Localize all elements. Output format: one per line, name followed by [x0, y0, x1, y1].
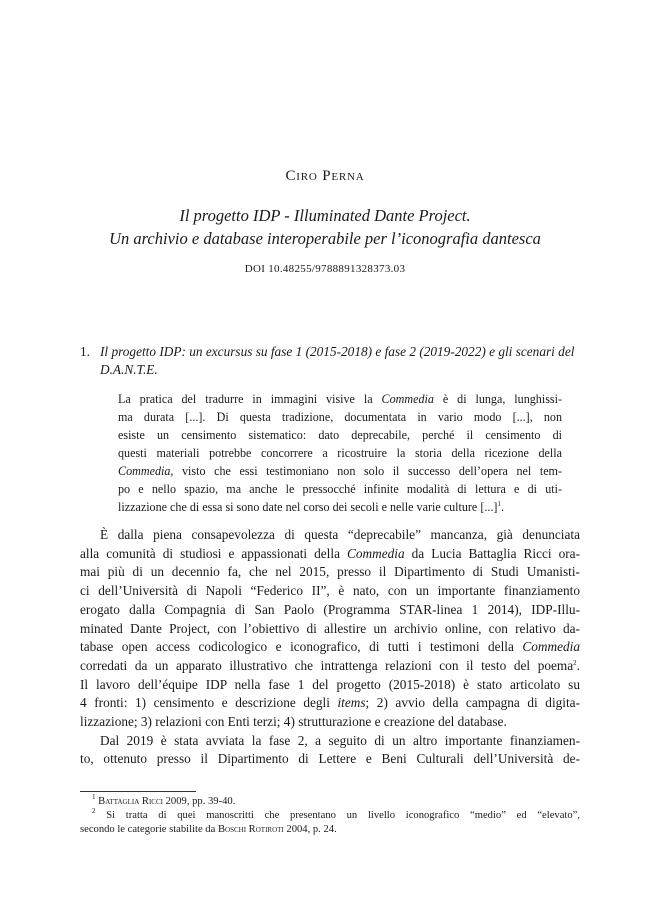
- quote-line: [118, 498, 562, 516]
- quote-text: lizzazione che di essa si sono date nel corso dei secoli e nelle varie culture [...]: [118, 500, 498, 514]
- footnote-text: 2009, pp. 39-40.: [162, 796, 236, 807]
- paragraph-line: lizzazione; 3) relazioni con Enti terzi; 4) strutturazione e creazione del database.: [80, 714, 507, 730]
- block-quote: [118, 390, 562, 516]
- quote-line: [118, 462, 562, 480]
- section-number: 1.: [80, 344, 90, 359]
- text-run: corredati da un apparato illustrativo che intrattenga relazioni con il testo del poema: [80, 657, 574, 673]
- paragraph-line: [80, 545, 580, 564]
- paragraph-line: È dalla piena consapevolezza di questa “deprecabile” mancanza, già denunciata: [100, 527, 580, 542]
- paragraph-line: erogato dalla Compagnia di San Paolo (Programma STAR-linea 1 2014), IDP-Illu-: [80, 601, 580, 617]
- footnote-text: 2004, p. 24.: [283, 824, 337, 835]
- quote-line: ma durata [...]. Di questa tradizione, documentata in vario modo [...], non: [118, 410, 562, 424]
- quote-line: [118, 390, 562, 408]
- quote-line: po e nello spazio, ma anche le pressocché infinite modalità di lettura e di uti-: [118, 482, 562, 496]
- quote-text: è di lunga, lunghissi-: [433, 392, 563, 406]
- chapter-title: [60, 204, 590, 250]
- footnote-2: [80, 809, 580, 837]
- text-run: da Lucia Battaglia Ricci ora-: [404, 545, 580, 561]
- doi: DOI 10.48255/9788891328373.03: [244, 263, 406, 275]
- footnote-mark: 2: [92, 807, 96, 815]
- italic-run: Commedia: [347, 545, 405, 561]
- footnote-separator: [80, 791, 196, 792]
- footnote-author: Boschi Rotiroti: [217, 824, 284, 835]
- footnote-ref[interactable]: 1: [497, 500, 501, 508]
- text-run: .: [576, 657, 580, 673]
- paragraph-line: Dal 2019 è stata avviata la fase 2, a seguito di un altro importante finanziamen-: [100, 732, 580, 748]
- text-run: 4 fronti: 1) censimento e descrizione degli: [80, 695, 338, 711]
- footnote-text: secondo le categorie stabilite da: [80, 824, 218, 835]
- footnote-1: [80, 795, 580, 809]
- section-heading: [80, 343, 578, 379]
- quote-line: questi materiali potrebbe concorrere a ricostruire la storia della ricezione della: [118, 446, 562, 460]
- quote-italic: Commedia: [118, 464, 171, 478]
- quote-text: , visto che essi testimoniano non solo il successo dell’opera nel tem-: [170, 464, 562, 478]
- section-title: Il progetto IDP: un excursus su fase 1 (2015-2018) e fase 2 (2019-2022) e gli scenari del D.A.N.T.E.: [100, 344, 575, 377]
- paragraph-line: Il lavoro dell’équipe IDP nella fase 1 del progetto (2015-2018) è stato articolato su: [80, 676, 580, 692]
- footnote-text: Si tratta di quei manoscritti che presentano un livello iconografico “medio” ed “elevato”,: [95, 810, 580, 821]
- paragraph-line: ci dell’Università di Napoli “Federico II”, è nato, con un importante finanziamento: [80, 583, 580, 599]
- paragraph-line: [80, 638, 580, 657]
- chapter-title-line-2: Un archivio e database interoperabile per l’iconografia dantesca: [109, 229, 541, 248]
- italic-run: Commedia: [522, 639, 580, 655]
- chapter-title-line-1: Il progetto IDP - Illuminated Dante Project.: [179, 206, 471, 225]
- text-run: alla comunità di studiosi e appassionati della: [80, 545, 347, 561]
- paragraph-line: [80, 657, 580, 676]
- paragraph-line: to, ottenuto presso il Dipartimento di Lettere e Beni Culturali dell’Università de-: [80, 751, 580, 767]
- footnote-ref[interactable]: 2: [573, 658, 577, 667]
- quote-text: La pratica del tradurre in immagini visive la: [118, 392, 382, 406]
- italic-run: items: [337, 695, 366, 711]
- footnotes: [80, 795, 580, 837]
- text-run: ; 2) avvio della campagna di digita-: [365, 695, 580, 711]
- author-name: Ciro Perna: [285, 168, 365, 184]
- paragraph-line: [80, 694, 580, 713]
- quote-line: esiste un censimento sistematico: dato deprecabile, perché il censimento di: [118, 428, 562, 442]
- paragraph-line: minated Dante Project, con l’obiettivo di allestire un archivio online, con relativo da-: [80, 620, 580, 636]
- footnote-author: Battaglia Ricci: [98, 796, 163, 807]
- footnote-line: [80, 809, 580, 823]
- paragraph-line: mai più di un decennio fa, che nel 2015, presso il Dipartimento di Studi Umanisti-: [80, 564, 580, 580]
- footnote-mark: 1: [92, 793, 96, 801]
- body-text: [80, 526, 580, 769]
- quote-italic: Commedia: [381, 392, 434, 406]
- quote-text: .: [500, 500, 504, 514]
- footnote-line: [80, 824, 337, 835]
- text-run: tabase open access codicologico e iconografico, di tutti i testimoni della: [80, 639, 523, 655]
